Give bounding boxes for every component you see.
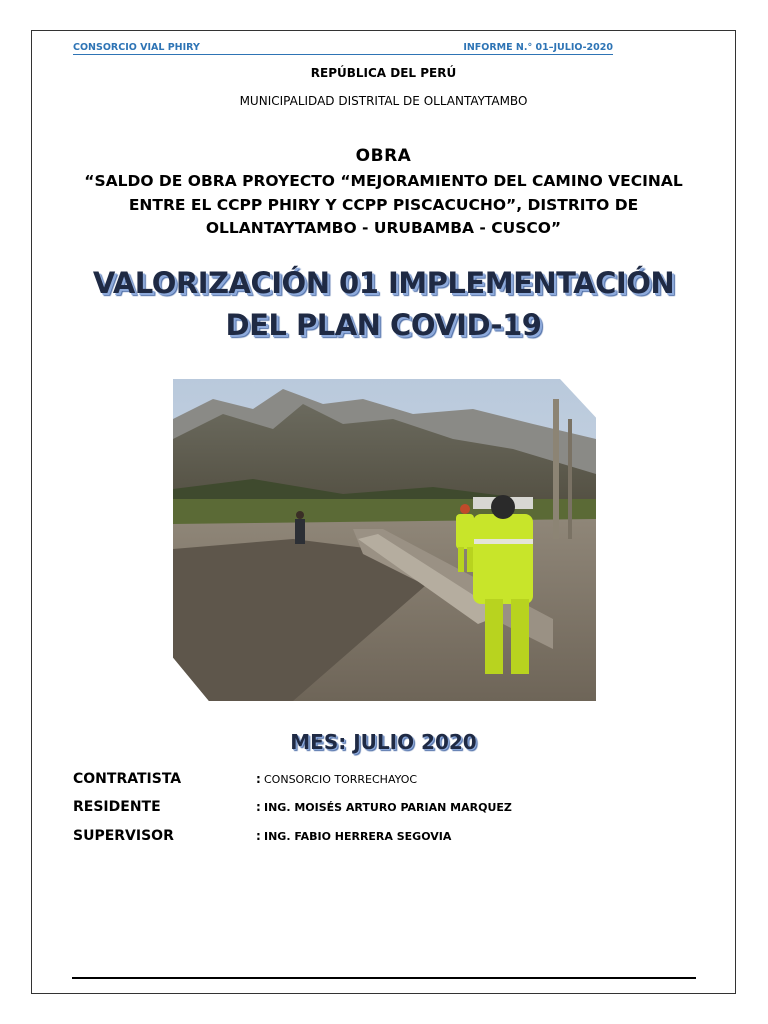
municipality-heading: MUNICIPALIDAD DISTRITAL DE OLLANTAYTAMBO <box>239 94 528 108</box>
main-title-line-1: VALORIZACIÓN 01 IMPLEMENTACIÓN <box>92 266 675 300</box>
resident-colon: : <box>256 800 261 814</box>
contractor-label: CONTRATISTA <box>73 771 182 787</box>
report-month: MES: JULIO 2020 <box>290 730 477 754</box>
obra-label: OBRA <box>355 146 412 166</box>
main-title-line-2: DEL PLAN COVID-19 <box>225 308 542 342</box>
road-works-photo <box>173 379 596 701</box>
header-company: CONSORCIO VIAL PHIRY <box>73 42 200 53</box>
resident-value: ING. MOISÉS ARTURO PARIAN MARQUEZ <box>264 801 512 814</box>
worker-3 <box>295 511 305 544</box>
country-heading: REPÚBLICA DEL PERÚ <box>310 66 457 80</box>
supervisor-value: ING. FABIO HERRERA SEGOVIA <box>264 830 452 843</box>
contractor-value: CONSORCIO TORRECHAYOC <box>264 773 418 786</box>
supervisor-colon: : <box>256 829 261 843</box>
main-title <box>31 262 736 346</box>
cover-photo <box>173 379 596 701</box>
running-header <box>73 42 613 55</box>
obra-title: “SALDO DE OBRA PROYECTO “MEJORAMIENTO DEL CAMINO VECINAL ENTRE EL CCPP PHIRY Y CCPP PISCACUCHO”, DISTRITO DE OLLANTAYTAMBO - URUBAMBA - CUSCO” <box>84 172 683 237</box>
footer-rule <box>72 977 696 979</box>
header-report-number: INFORME N.° 01–JULIO-2020 <box>463 42 613 53</box>
cover-photo-frame <box>163 369 606 711</box>
supervisor-label: SUPERVISOR <box>73 828 174 844</box>
contractor-colon: : <box>256 772 261 786</box>
resident-label: RESIDENTE <box>73 799 161 815</box>
